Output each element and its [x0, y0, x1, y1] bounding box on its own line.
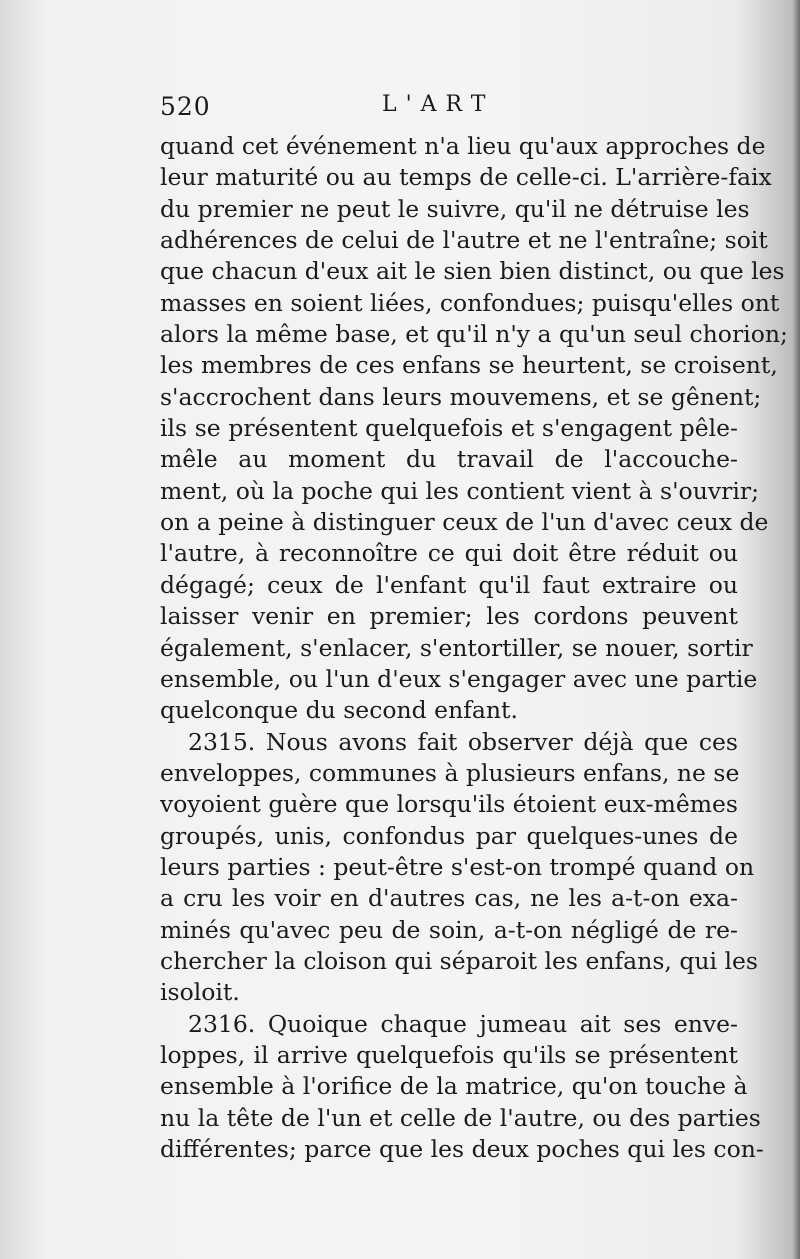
text-line: différentes; parce que les deux poches qui les con- [160, 1135, 764, 1163]
text-line: 2315. Nous avons fait observer déjà que ces [188, 727, 738, 756]
paragraph [160, 727, 758, 1009]
text-line: leur maturité ou au temps de celle-ci. L'arrière-faix [160, 163, 772, 192]
paragraph [160, 1009, 764, 1166]
text-line: que chacun d'eux ait le sien bien distinct, ou que les [160, 257, 785, 286]
text-line: s'accrochent dans leurs mouvemens, et se gênent; [160, 382, 762, 411]
text-line: ment, où la poche qui les contient vient à s'ouvrir; [160, 476, 760, 505]
text-line: masses en soient liées, confondues; puisqu'elles ont [160, 288, 780, 317]
text-line: nu la tête de l'un et celle de l'autre, ou des parties [160, 1103, 761, 1132]
text-line: l'autre, à reconnoître ce qui doit être réduit ou [160, 539, 738, 568]
paragraph [160, 131, 788, 727]
text-line: groupés, unis, confondus par quelques-unes de [160, 821, 738, 850]
text-line: adhérences de celui de l'autre et ne l'entraîne; soit [160, 226, 768, 255]
running-title: L'ART [382, 92, 495, 117]
text-line: également, s'enlacer, s'entortiller, se nouer, sortir [160, 633, 753, 662]
text-line: loppes, il arrive quelquefois qu'ils se présentent [160, 1040, 738, 1069]
page-number: 520 [160, 92, 211, 121]
text-line: on a peine à distinguer ceux de l'un d'avec ceux de [160, 508, 769, 537]
text-line: dégagé; ceux de l'enfant qu'il faut extraire ou [160, 570, 738, 599]
text-line: du premier ne peut le suivre, qu'il ne détruise les [160, 194, 750, 223]
text-line: leurs parties : peut-être s'est-on trompé quand on [160, 852, 755, 881]
text-line: quelconque du second enfant. [160, 696, 518, 725]
text-line: a cru les voir en d'autres cas, ne les a-t-on exa- [160, 884, 738, 913]
text-line: enveloppes, communes à plusieurs enfans, ne se [160, 758, 740, 787]
text-line: ensemble, ou l'un d'eux s'engager avec une partie [160, 664, 758, 693]
text-line: quand cet événement n'a lieu qu'aux approches de [160, 132, 766, 160]
text-line: voyoient guère que lorsqu'ils étoient eux-mêmes [160, 790, 738, 819]
text-line: mêle au moment du travail de l'accouche- [160, 445, 738, 474]
text-line: les membres de ces enfans se heurtent, se croisent, [160, 351, 778, 380]
page-header [160, 92, 740, 132]
text-line: alors la même base, et qu'il n'y a qu'un seul chorion; [160, 320, 788, 349]
text-line: ils se présentent quelquefois et s'engagent pêle- [160, 414, 738, 443]
text-line: isoloit. [160, 978, 240, 1007]
body-text [160, 131, 788, 1165]
text-line: chercher la cloison qui séparoit les enfans, qui les [160, 946, 758, 975]
text-line: minés qu'avec peu de soin, a-t-on négligé de re- [160, 915, 738, 944]
text-line: 2316. Quoique chaque jumeau ait ses enve- [188, 1009, 738, 1038]
text-line: ensemble à l'orifice de la matrice, qu'on touche à [160, 1072, 748, 1101]
text-line: laisser venir en premier; les cordons peuvent [160, 602, 738, 631]
